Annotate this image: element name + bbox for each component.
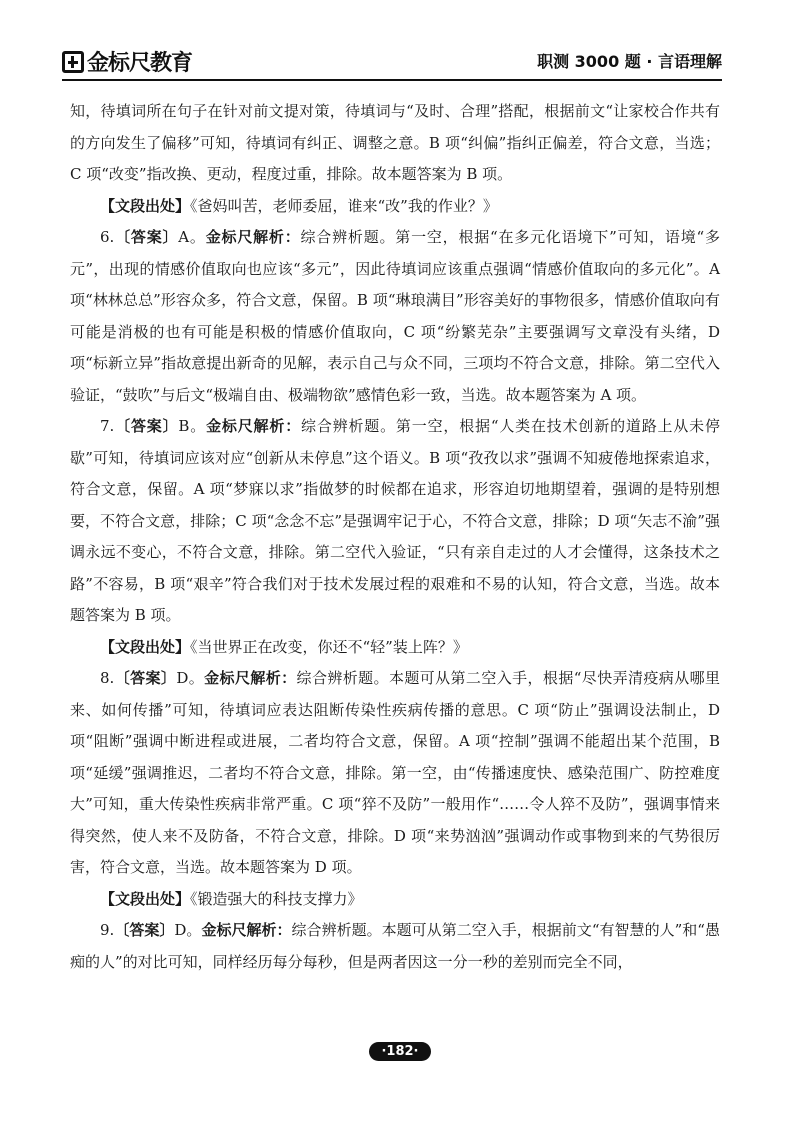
analysis-text: 综合辨析题。第一空，根据“在多元化语境下”可知，语境“多元”，出现的情感价值取向也应该“多元”，因此待填词应该重点强调“情感价值取向的多元化”。A 项“林林总总”形容众多，符合文意，保留。B 项“琳琅满目”形容美好的事物很多，情感价值取向有可能是消极的也有可能是积极的情感价值取向，C 项“纷繁芜杂”主要强调写文章没有头绪，D 项“标新立异”指故意提出新奇的见解，表示自己与众不同，三项均不符合文意，排除。第二空代入验证，“鼓吹”与后文“极端自由、极端物欲”感情色彩一致，当选。故本题答案为 A 项。: [70, 228, 720, 404]
question-number: 6.: [100, 228, 115, 246]
analysis-label: 金标尺解析：: [206, 417, 302, 435]
source-label: 【文段出处】: [100, 196, 191, 215]
source-note: [70, 884, 720, 916]
answer-value: A。: [178, 228, 206, 246]
brand-logo: [62, 46, 192, 77]
question-number: 7.: [100, 417, 115, 435]
page-footer: [0, 1040, 800, 1061]
source-note: [70, 632, 720, 664]
intro-line: 校合作共有的方向发生了偏移”可知，待填词有纠正、调整之意。B 项“纠偏”指纠正偏差，: [70, 102, 720, 152]
page-number: ·182·: [369, 1042, 430, 1061]
source-label: 【文段出处】: [100, 889, 191, 908]
answer-label: 〔答案〕: [114, 417, 179, 435]
analysis-text: 综合辨析题。本题可从第二空入手，根据“尽快弄清疫病从哪里来、如何传播”可知，待填词应表达阻断传染性疾病传播的意思。C 项“防止”强调设法制止，D 项“阻断”强调中断进程或进展，二者均符合文意，保留。A 项“控制”强调不能超出某个范围，B 项“延缓”强调推迟，二者均不符合文意，排除。第一空，由“传播速度快、感染范围广、防控难度大”可知，重大传染性疾病非常严重。C 项“猝不及防”一般用作“……令人猝不及防”，强调事情来得突然，使人来不及防备，不符合文意，排除。D 项“来势汹汹”强调动作或事物到来的气势很厉害，符合文意，当选。故本题答案为 D 项。: [70, 669, 720, 876]
source-title: 《爸妈叫苦，老师委屈，谁来“改”我的作业？》: [190, 196, 498, 215]
book-title: 职测 3000 题 · 言语理解: [537, 52, 722, 71]
brand-name: 金标尺教育: [87, 51, 193, 76]
question-number: 8.: [100, 669, 115, 687]
brand-emblem-icon: [62, 51, 84, 73]
answer-label: 〔答案〕: [114, 228, 179, 246]
page-body: [70, 96, 720, 978]
answer-label: 〔答案〕: [114, 669, 177, 687]
header-divider: [62, 79, 722, 81]
answer-value: D。: [176, 669, 205, 687]
question-7-answer: [70, 411, 720, 632]
answer-label: 〔答案〕: [114, 921, 175, 939]
question-number: 9.: [100, 921, 115, 939]
source-label: 【文段出处】: [100, 637, 191, 656]
intro-paragraph: [70, 96, 720, 191]
analysis-label: 金标尺解析：: [205, 228, 301, 246]
question-6-answer: [70, 222, 720, 411]
analysis-label: 金标尺解析：: [204, 669, 297, 687]
analysis-text: 综合辨析题。第一空，根据“人类在技术创新的道路上从未停歇”可知，待填词应该对应“创新从未停息”这个语义。B 项“孜孜以求”强调不知疲倦地探索追求，符合文意，保留。A 项“梦寐以求”指做梦的时候都在追求，形容迫切地期望着，强调的是特别想要，不符合文意，排除；C 项“念念不忘”是强调牢记于心，不符合文意，排除；D 项“矢志不渝”强调永远不变心，不符合文意，排除。第二空代入验证，“只有亲自走过的人才会懂得，这条技术之路”不容易，B 项“艰辛”符合我们对于技术发展过程的艰难和不易的认知，符合文意，当选。故本题答案为 B 项。: [70, 417, 720, 624]
analysis-text: 综合辨析题。本题可从第二空入手，根据前文“有智慧的人”和“愚痴的人”的对比可知，同样经历每分每秒，但是两者因这一分一秒的差别而完全不同，: [70, 921, 720, 971]
answer-value: D。: [174, 921, 202, 939]
intro-line: 符合文意，当选；C 项“改变”指改换、更动，程度过重，排除。故本题答案为 B 项。: [70, 133, 720, 183]
page-header: [62, 44, 722, 78]
question-9-answer: [70, 915, 720, 978]
analysis-label: 金标尺解析：: [201, 921, 292, 939]
source-note: [70, 191, 720, 223]
intro-line: 知，待填词所在句子在针对前文提对策，待填词与“及时、合理”搭配，根据前文“让家: [70, 102, 644, 120]
question-8-answer: [70, 663, 720, 884]
source-title: 《锻造强大的科技支撑力》: [190, 889, 363, 908]
answer-value: B。: [178, 417, 207, 435]
source-title: 《当世界正在改变，你还不“轻”装上阵？》: [190, 637, 468, 656]
